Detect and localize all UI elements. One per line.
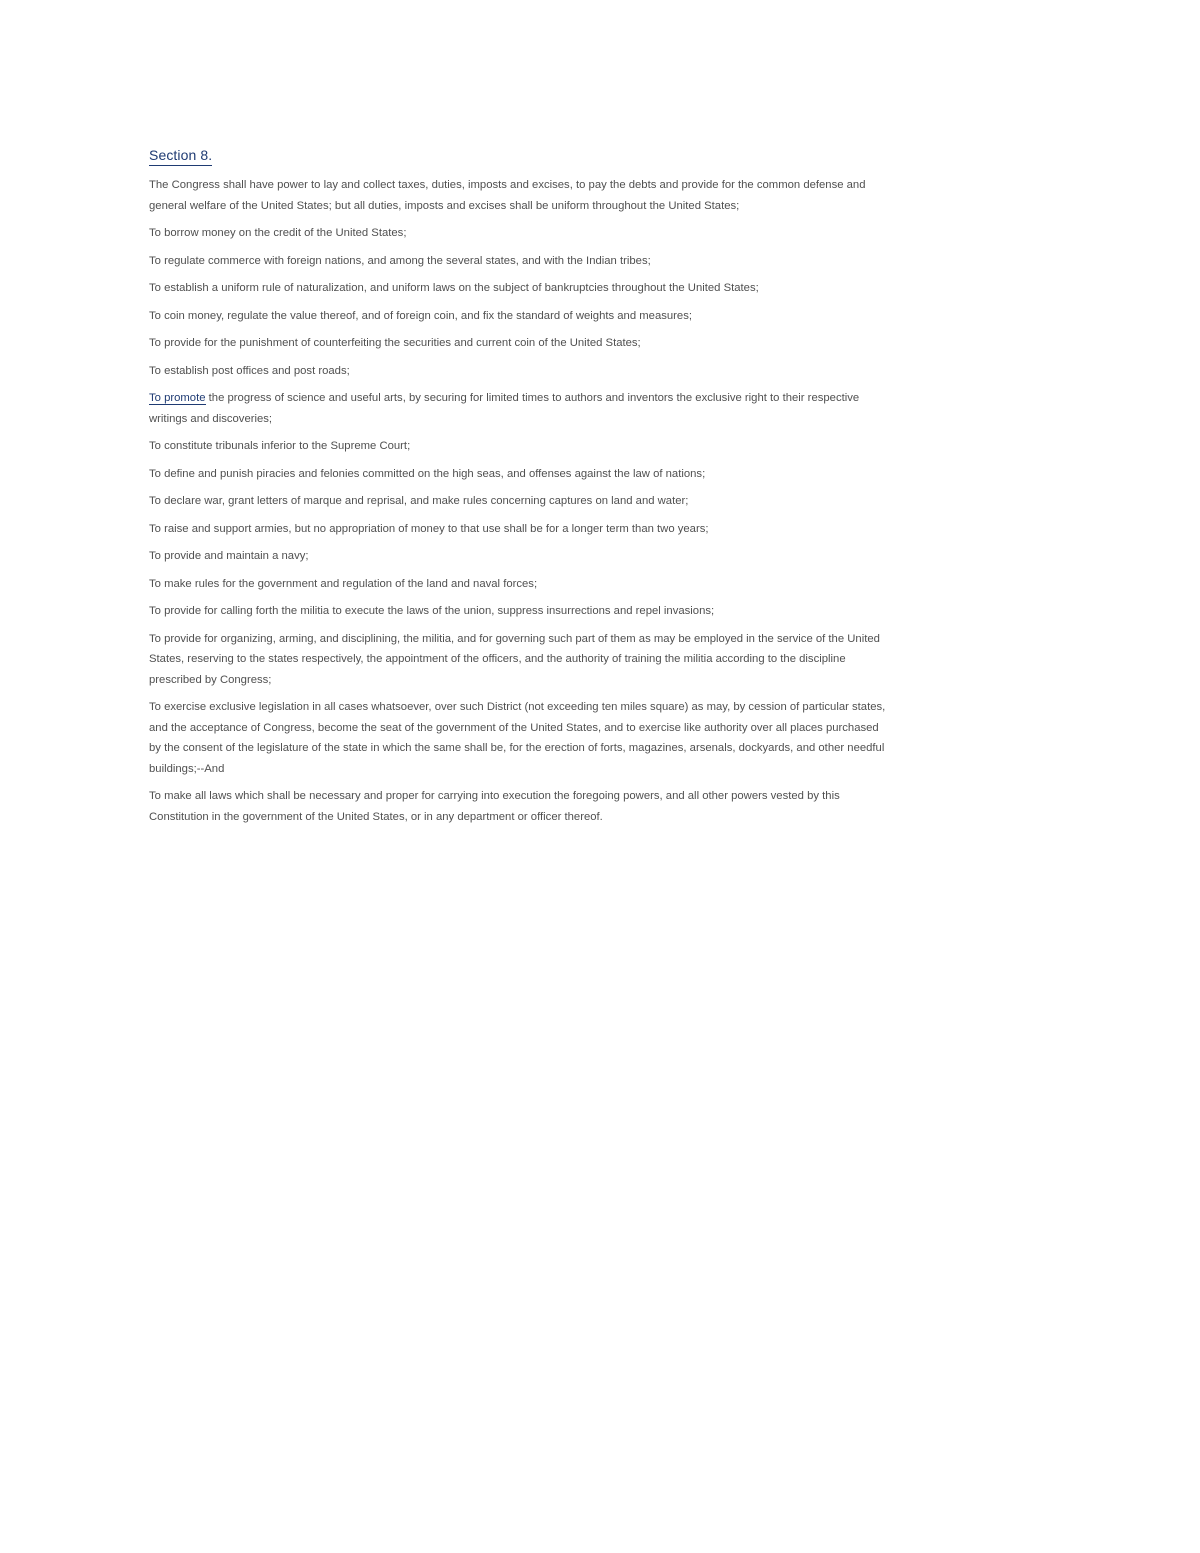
clause-paragraph [149,491,889,512]
clause-text: To provide for the punishment of counterfeiting the securities and current coin of the United States; [149,337,641,349]
highlighted-link[interactable]: To promote [149,392,206,404]
clause-text: To establish a uniform rule of naturalization, and uniform laws on the subject of bankruptcies throughout the United States; [149,282,759,294]
clause-text: To provide for organizing, arming, and disciplining, the militia, and for governing such part of them as may be employed in the service of the United States, reserving to the states respectively, the appointment of the officers, and the authority of training the militia according to the discipline prescribed by Congress; [149,632,880,686]
clause-text: To make rules for the government and regulation of the land and naval forces; [149,577,538,590]
clause-paragraph [149,601,889,622]
clause-text: To regulate commerce with foreign nations, and among the several states, and with the Indian tribes; [149,254,651,267]
clause-text: To declare war, grant letters of marque and reprisal, and make rules concerning captures on land and water; [149,495,689,507]
clause-text: To coin money, regulate the value thereof, and of foreign coin, and fix the standard of weights and measures; [149,309,693,322]
clause-text: To exercise exclusive legislation in all cases whatsoever, over such District (not exceeding ten miles square) as may, by cession of particular states, and the acceptance of Congress, become the seat of the government of the United States, and to exercise like authority over all places purchased by the consent of the legislature of the state in which the same shall be, for the erection of forts, magazines, arsenals, dockyards, and other needful buildings;--And [149,701,886,775]
clause-paragraph [149,436,889,457]
clause-text: To establish post offices and post roads; [149,364,350,377]
document-page [149,147,889,834]
clause-paragraph [149,464,889,485]
clause-paragraph [149,786,889,827]
clause-paragraph [149,574,889,595]
clause-paragraph [149,333,889,354]
clause-text: The Congress shall have power to lay and collect taxes, duties, imposts and excises, to pay the debts and provide for the common defense and general welfare of the United States; but all duties, imposts and excises shall be uniform throughout the United States; [149,179,866,212]
clause-paragraph [149,306,889,327]
clause-text: To provide for calling forth the militia to execute the laws of the union, suppress insurrections and repel invasions; [149,605,715,617]
clause-paragraph [149,361,889,382]
clause-text: To make all laws which shall be necessary and proper for carrying into execution the foregoing powers, and all other powers vested by this Constitution in the government of the United States, or in any department or officer thereof. [149,790,840,823]
clause-text: To provide and maintain a navy; [149,550,309,562]
clause-paragraph [149,175,889,216]
clause-paragraph [149,251,889,272]
clause-paragraph [149,388,889,429]
clause-text: To constitute tribunals inferior to the Supreme Court; [149,440,411,452]
clause-text: the progress of science and useful arts, by securing for limited times to authors and inventors the exclusive right to their respective writings and discoveries; [149,392,860,425]
clause-paragraph [149,697,889,779]
clause-paragraph [149,278,889,299]
clause-text: To define and punish piracies and felonies committed on the high seas, and offenses against the law of nations; [149,467,706,480]
clause-paragraph [149,629,889,691]
clause-text: To raise and support armies, but no appropriation of money to that use shall be for a longer term than two years; [149,522,709,535]
clause-paragraph [149,223,889,244]
section-title: Section 8. [149,147,212,166]
clause-paragraph [149,519,889,540]
clause-text: To borrow money on the credit of the United States; [149,227,407,239]
clause-paragraph [149,546,889,567]
